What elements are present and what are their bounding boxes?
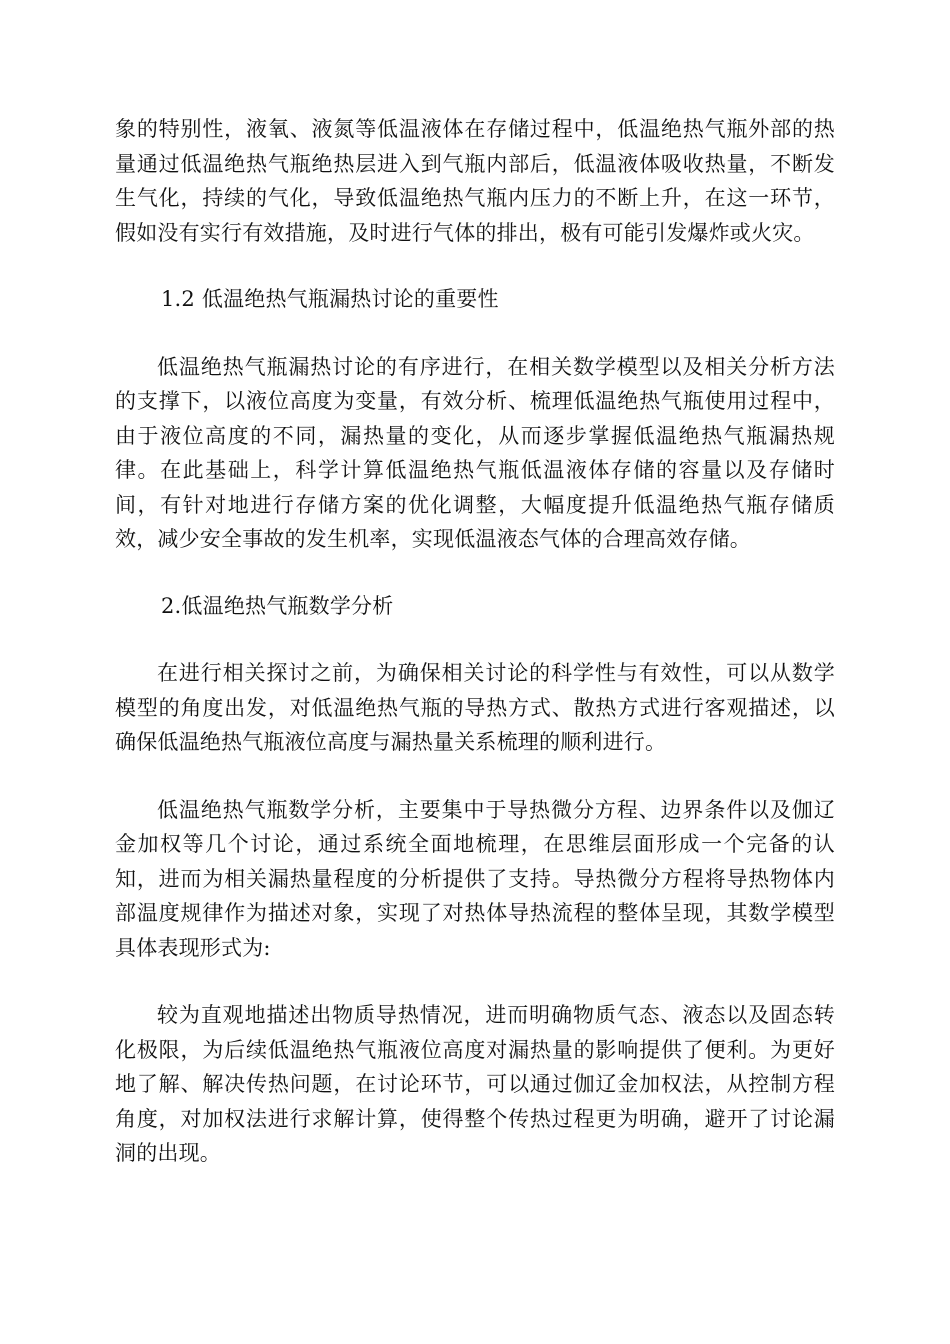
paragraph-importance: 低温绝热气瓶漏热讨论的有序进行，在相关数学模型以及相关分析方法的支撑下，以液位高度为变量，有效分析、梳理低温绝热气瓶使用过程中，由于液位高度的不同，漏热量的变化，从而逐步掌握低温绝热气瓶漏热规律。在此基础上，科学计算低温绝热气瓶低温液体存储的容量以及存储时间，有针对地进行存储方案的优化调整，大幅度提升低温绝热气瓶存储质效，减少安全事故的发生机率，实现低温液态气体的合理高效存储。 <box>115 354 835 551</box>
paragraph-intro-continuation: 象的特别性，液氧、液氮等低温液体在存储过程中，低温绝热气瓶外部的热量通过低温绝热气瓶绝热层进入到气瓶内部后，低温液体吸收热量，不断发生气化，持续的气化，导致低温绝热气瓶内压力的不断上升，在这一环节，假如没有实行有效措施，及时进行气体的排出，极有可能引发爆炸或火灾。 <box>115 117 835 245</box>
document-page <box>115 112 835 1171</box>
paragraph-galerkin: 较为直观地描述出物质导热情况，进而明确物质气态、液态以及固态转化极限，为后续低温绝热气瓶液位高度对漏热量的影响提供了便利。为更好地了解、解决传热问题，在讨论环节，可以通过伽辽金加权法，从控制方程角度，对加权法进行求解计算，使得整个传热过程更为明确，避开了讨论漏洞的出现。 <box>115 1003 835 1165</box>
paragraph-math-preface: 在进行相关探讨之前，为确保相关讨论的科学性与有效性，可以从数学模型的角度出发，对低温绝热气瓶的导热方式、散热方式进行客观描述，以确保低温绝热气瓶液位高度与漏热量关系梳理的顺利进行。 <box>115 661 835 754</box>
paragraph-math-analysis: 低温绝热气瓶数学分析，主要集中于导热微分方程、边界条件以及伽辽金加权等几个讨论，通过系统全面地梳理，在思维层面形成一个完备的认知，进而为相关漏热量程度的分析提供了支持。导热微分方程将导热物体内部温度规律作为描述对象，实现了对热体导热流程的整体呈现，其数学模型具体表现形式为: <box>115 797 835 960</box>
section-heading-2: 2.低温绝热气瓶数学分析 <box>161 593 394 618</box>
section-heading-1-2: 1.2 低温绝热气瓶漏热讨论的重要性 <box>161 287 499 311</box>
